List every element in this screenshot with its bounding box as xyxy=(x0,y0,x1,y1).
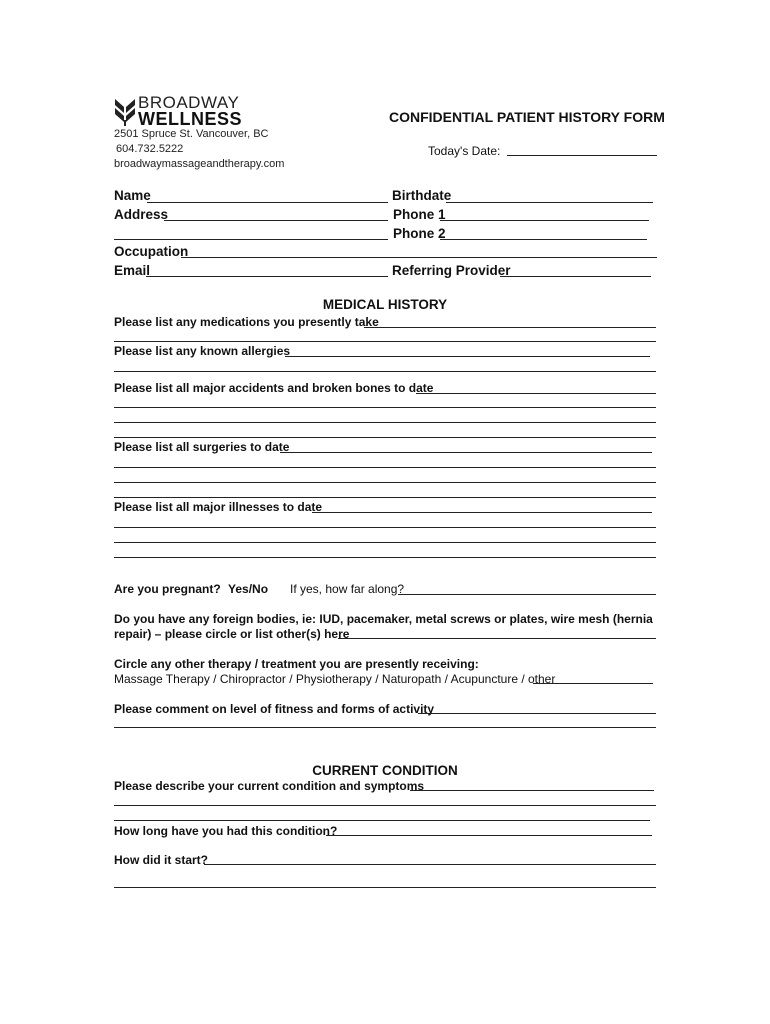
logo-broadway: BROADWAY xyxy=(138,93,240,112)
medical-history-heading: MEDICAL HISTORY xyxy=(322,297,448,312)
allergies-field-2[interactable] xyxy=(114,371,656,372)
accidents-field-3[interactable] xyxy=(114,422,656,423)
how-start-field-1[interactable] xyxy=(204,864,656,865)
clinic-website: broadwaymassageandtherapy.com xyxy=(114,158,285,170)
describe-condition-field-2[interactable] xyxy=(114,805,656,806)
pregnant-label: Are you pregnant? xyxy=(114,582,221,596)
foreign-bodies-label-2: repair) – please circle or list other(s) here xyxy=(114,627,350,641)
todays-date-label: Today's Date: xyxy=(428,144,501,158)
illnesses-field-1[interactable] xyxy=(312,512,652,513)
clinic-phone: 604.732.5222 xyxy=(116,143,184,155)
accidents-field-2[interactable] xyxy=(114,407,656,408)
logo xyxy=(114,94,244,128)
foreign-bodies-field[interactable] xyxy=(338,638,656,639)
surgeries-field-4[interactable] xyxy=(114,497,656,498)
describe-condition-label: Please describe your current condition and symptoms xyxy=(114,779,425,793)
how-start-field-2[interactable] xyxy=(114,887,656,888)
how-start-label: How did it start? xyxy=(114,853,208,867)
clinic-address: 2501 Spruce St. Vancouver, BC xyxy=(114,128,269,140)
pregnant-yes-no[interactable]: Yes/No xyxy=(228,582,269,596)
accidents-field-4[interactable] xyxy=(114,437,656,438)
phone1-field[interactable] xyxy=(440,220,649,221)
name-label: Name xyxy=(114,188,151,203)
how-long-label: How long have you had this condition? xyxy=(114,824,338,838)
allergies-label: Please list any known allergies xyxy=(114,344,291,358)
accidents-field-1[interactable] xyxy=(416,393,656,394)
pregnant-how-far-label: If yes, how far along? xyxy=(290,582,405,596)
accidents-label: Please list all major accidents and broken bones to date xyxy=(114,381,434,395)
wheat-logo-icon xyxy=(114,96,136,126)
occupation-label: Occupation xyxy=(114,244,189,259)
address-field-2[interactable] xyxy=(114,239,388,240)
phone2-label: Phone 2 xyxy=(393,226,446,241)
email-field[interactable] xyxy=(146,276,388,277)
surgeries-field-1[interactable] xyxy=(280,452,652,453)
address-label: Address xyxy=(114,207,169,222)
surgeries-field-3[interactable] xyxy=(114,482,656,483)
medications-field-1[interactable] xyxy=(364,327,656,328)
medications-field-2[interactable] xyxy=(114,341,656,342)
describe-condition-field-1[interactable] xyxy=(410,790,654,791)
foreign-bodies-label-1: Do you have any foreign bodies, ie: IUD, pacemaker, metal screws or plates, wire mesh (hernia xyxy=(114,612,653,626)
illnesses-field-3[interactable] xyxy=(114,542,656,543)
therapy-options[interactable]: Massage Therapy / Chiropractor / Physiotherapy / Naturopath / Acupuncture / other xyxy=(114,672,556,686)
therapy-label: Circle any other therapy / treatment you are presently receiving: xyxy=(114,657,479,671)
illnesses-field-2[interactable] xyxy=(114,527,656,528)
form-title: CONFIDENTIAL PATIENT HISTORY FORM xyxy=(389,109,665,125)
describe-condition-field-3[interactable] xyxy=(114,820,650,821)
address-field-1[interactable] xyxy=(164,220,388,221)
birthdate-field[interactable] xyxy=(446,202,653,203)
referring-provider-label: Referring Provider xyxy=(392,263,511,278)
phone2-field[interactable] xyxy=(440,239,647,240)
fitness-field-1[interactable] xyxy=(418,713,656,714)
referring-provider-field[interactable] xyxy=(500,276,651,277)
illnesses-label: Please list all major illnesses to date xyxy=(114,500,323,514)
pregnant-how-far-field[interactable] xyxy=(398,594,656,595)
fitness-field-2[interactable] xyxy=(114,727,656,728)
medications-label: Please list any medications you presently take xyxy=(114,315,379,329)
allergies-field-1[interactable] xyxy=(285,356,650,357)
fitness-label: Please comment on level of fitness and forms of activity xyxy=(114,702,435,716)
current-condition-heading: CURRENT CONDITION xyxy=(312,763,458,778)
how-long-field[interactable] xyxy=(326,835,652,836)
logo-wellness: WELLNESS xyxy=(138,109,243,129)
todays-date-field[interactable] xyxy=(507,155,657,156)
phone1-label: Phone 1 xyxy=(393,207,446,222)
name-field[interactable] xyxy=(147,202,388,203)
therapy-other-field[interactable] xyxy=(533,683,653,684)
birthdate-label: Birthdate xyxy=(392,188,452,203)
illnesses-field-4[interactable] xyxy=(114,557,656,558)
surgeries-field-2[interactable] xyxy=(114,467,656,468)
email-label: Email xyxy=(114,263,151,278)
surgeries-label: Please list all surgeries to date xyxy=(114,440,290,454)
occupation-field[interactable] xyxy=(181,257,657,258)
